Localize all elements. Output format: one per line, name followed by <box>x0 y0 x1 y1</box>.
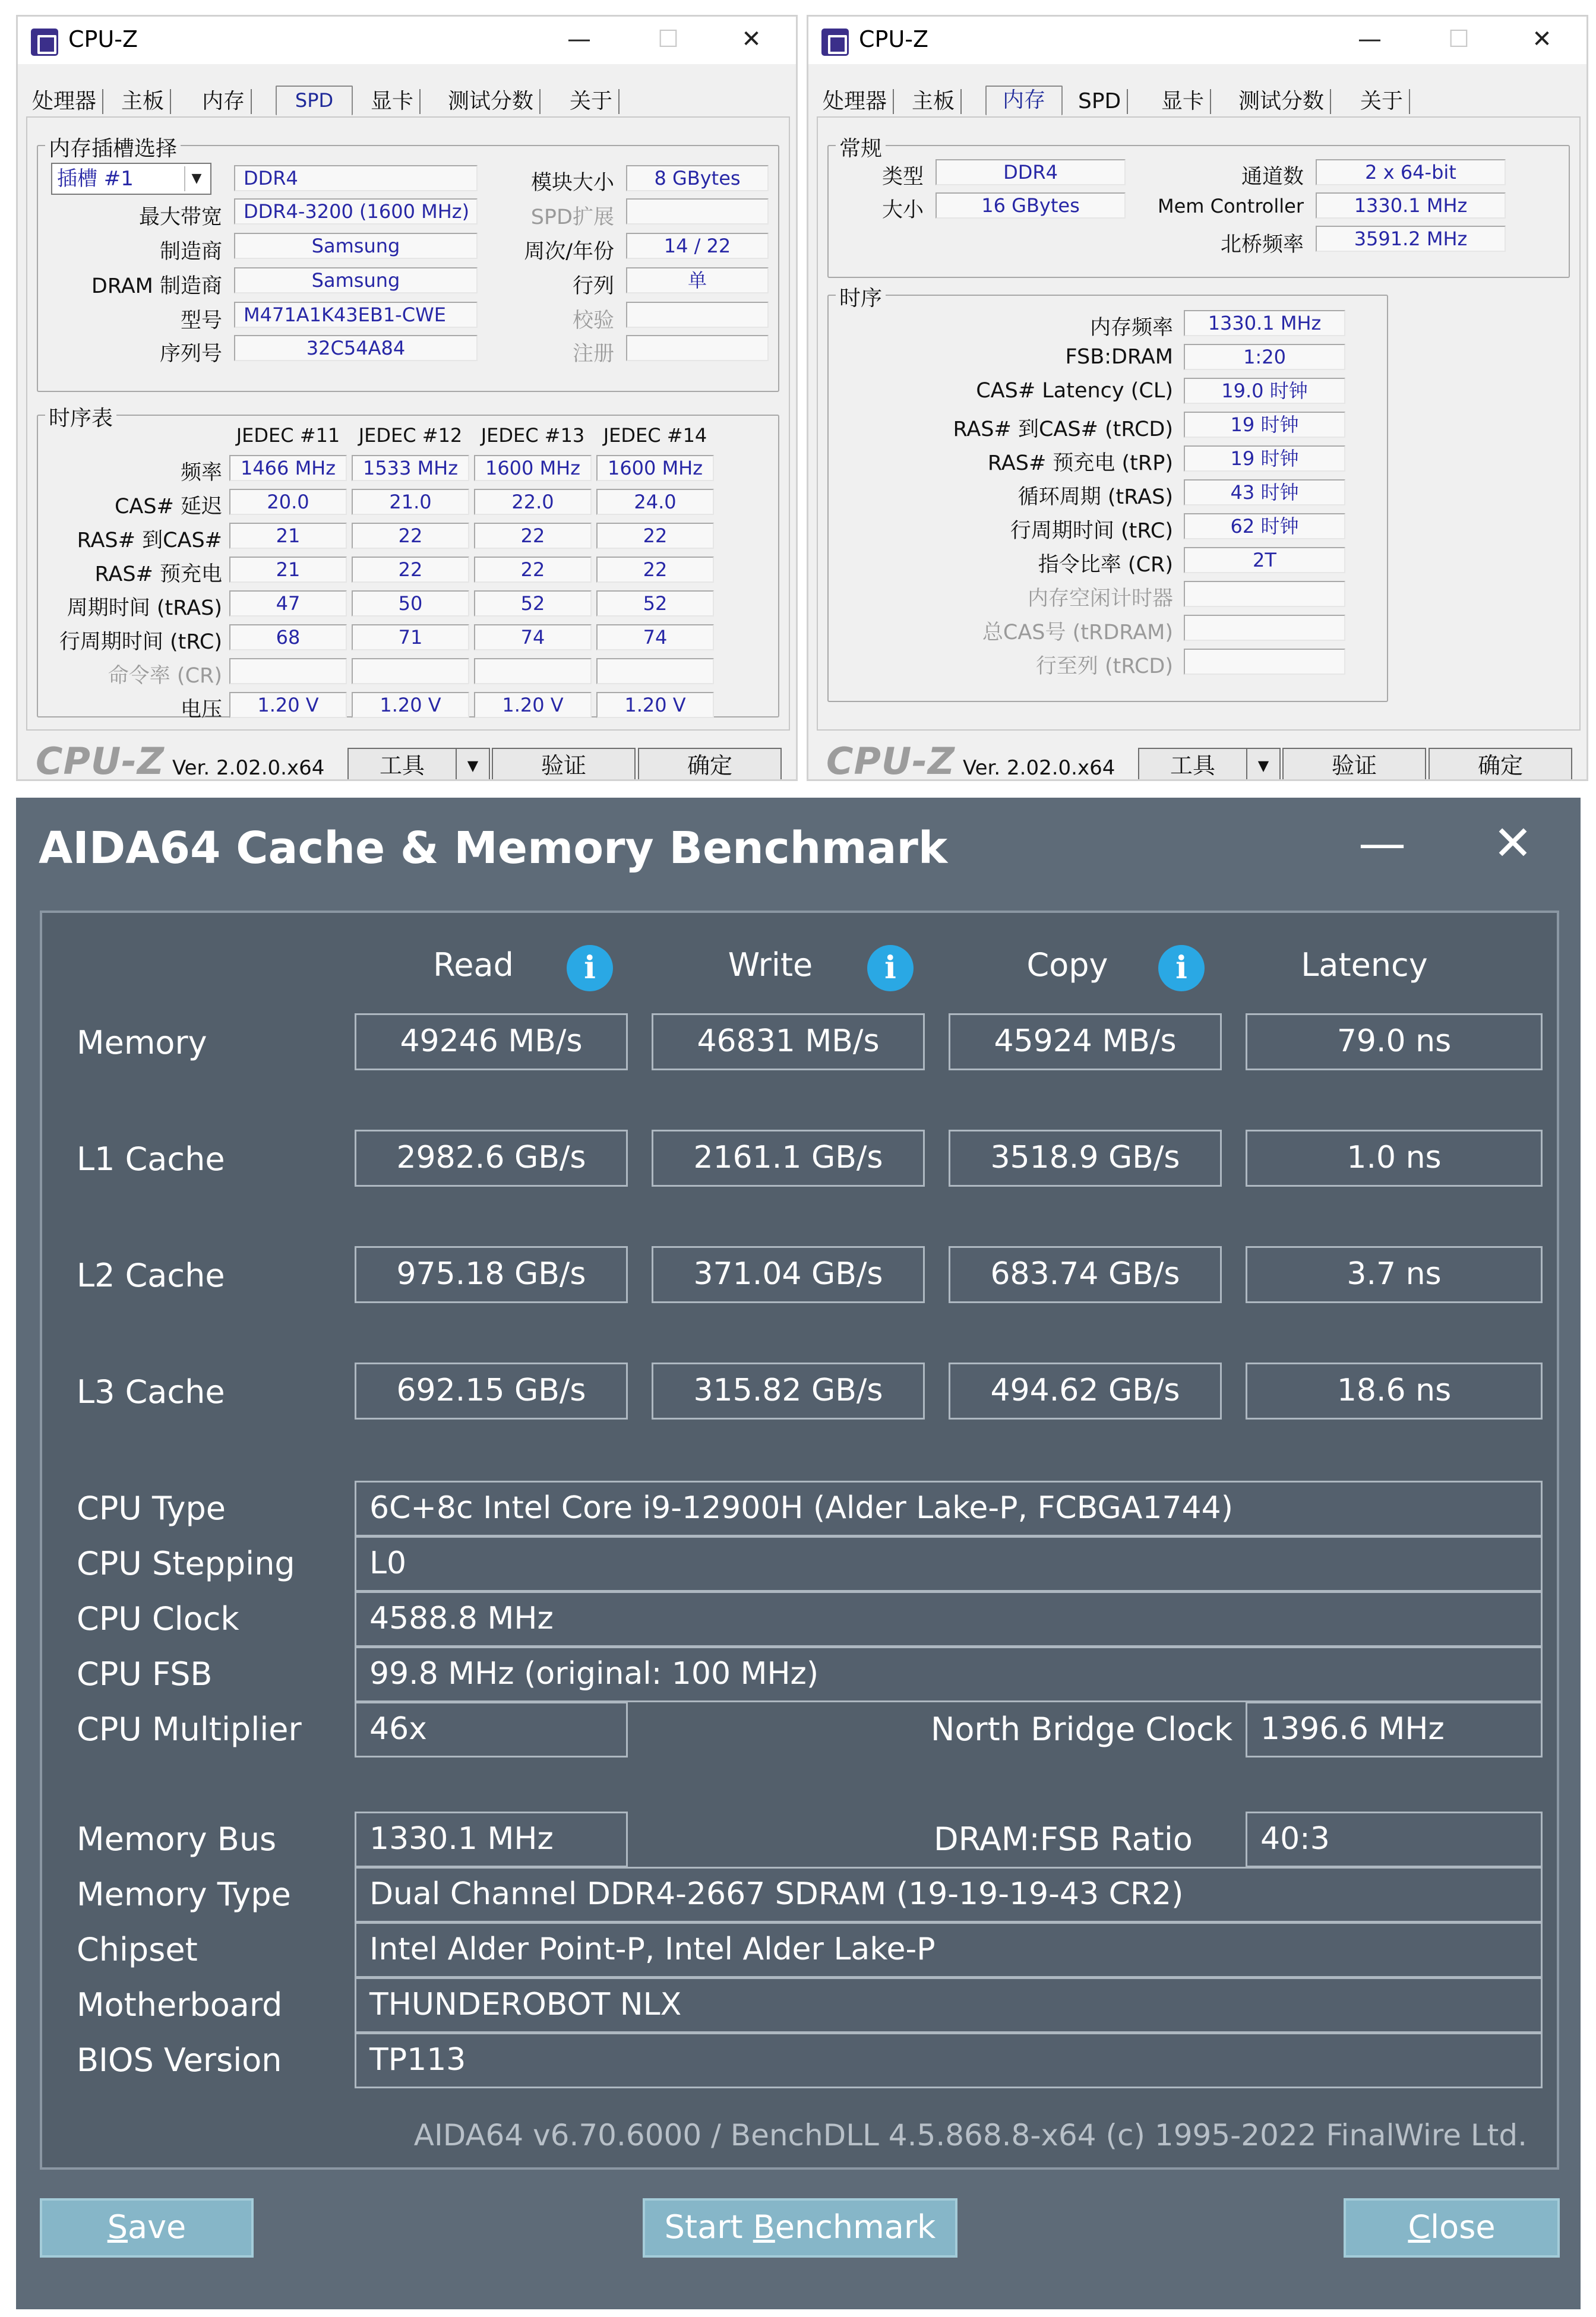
write-result: 371.04 GB/s <box>652 1246 925 1303</box>
manufacturer-value: Samsung <box>234 233 478 259</box>
tab-graphics[interactable]: 显卡 <box>365 89 421 114</box>
dram-manufacturer-value: Samsung <box>234 267 478 293</box>
chipset-label: Chipset <box>77 1931 198 1968</box>
close-icon[interactable]: ✕ <box>741 26 761 53</box>
timing-col-head: JEDEC #14 <box>603 424 707 447</box>
tab-spd[interactable]: SPD <box>1072 89 1128 114</box>
close-mnemonic: C <box>1408 2208 1431 2246</box>
size-label: 大小 <box>881 198 924 222</box>
cpuz-window-memory <box>807 15 1588 781</box>
bios-version-value: TP113 <box>355 2032 1543 2088</box>
save-mnemonic: S <box>107 2208 128 2246</box>
copy-result: 683.74 GB/s <box>949 1246 1222 1303</box>
memory-type-value: Dual Channel DDR4-2667 SDRAM (19-19-19-43 CR2) <box>355 1867 1543 1923</box>
timing-cell <box>596 658 714 684</box>
slot-group-title: 内存插槽选择 <box>45 132 181 162</box>
slot-select-value: 插槽 #1 <box>57 167 134 191</box>
tab-bench[interactable]: 测试分数 <box>1232 89 1331 114</box>
copy-result: 45924 MB/s <box>949 1013 1222 1070</box>
window-title: CPU-Z <box>68 26 138 52</box>
part-number-label: 型号 <box>180 309 222 333</box>
cpu-stepping-value: L0 <box>355 1536 1543 1592</box>
read-result: 49246 MB/s <box>355 1013 628 1070</box>
chevron-down-icon[interactable]: ▼ <box>1246 749 1279 781</box>
general-group <box>827 137 1570 278</box>
copy-result: 494.62 GB/s <box>949 1363 1222 1420</box>
dram-manufacturer-label: DRAM 制造商 <box>91 274 222 298</box>
max-bandwidth-label: 最大带宽 <box>138 206 222 229</box>
nb-clock-label: North Bridge Clock <box>931 1711 1233 1748</box>
copy-result: 3518.9 GB/s <box>949 1130 1222 1187</box>
version-label: Ver. 2.02.0.x64 <box>172 756 325 780</box>
validate-button[interactable]: 验证 <box>1282 748 1426 781</box>
memory-bus-label: Memory Bus <box>77 1820 277 1858</box>
timing-value: 43 时钟 <box>1184 479 1345 505</box>
mem-controller-label: Mem Controller <box>1157 195 1304 217</box>
tab-mainboard[interactable]: 主板 <box>906 89 962 114</box>
general-group-title: 常规 <box>836 132 886 162</box>
save-button[interactable] <box>40 2198 254 2258</box>
timing-row-label: 频率 <box>180 461 222 485</box>
benchmark-row-label: L1 Cache <box>77 1140 225 1178</box>
benchmark-row-label: L2 Cache <box>77 1257 225 1294</box>
timing-value: 62 时钟 <box>1184 513 1345 539</box>
timing-cell <box>474 658 592 684</box>
read-result: 692.15 GB/s <box>355 1363 628 1420</box>
registered-label: 注册 <box>572 342 614 366</box>
minimize-icon[interactable]: — <box>1358 815 1406 871</box>
benchmark-row-label: L3 Cache <box>77 1373 225 1411</box>
close-button[interactable] <box>1344 2198 1560 2258</box>
timing-cell: 22 <box>474 557 592 583</box>
read-result: 2982.6 GB/s <box>355 1130 628 1187</box>
slot-select[interactable] <box>51 163 211 195</box>
cpuz-app-icon <box>821 29 849 56</box>
timing-table-title: 时序表 <box>45 402 116 432</box>
timing-value <box>1184 649 1345 675</box>
latency-result: 1.0 ns <box>1246 1130 1543 1187</box>
version-label: Ver. 2.02.0.x64 <box>963 756 1115 780</box>
latency-result: 79.0 ns <box>1246 1013 1543 1070</box>
copyright-footer: AIDA64 v6.70.6000 / BenchDLL 4.5.868.8-x64 (c) 1995-2022 FinalWire Ltd. <box>413 2118 1527 2152</box>
timing-cell: 22 <box>352 557 469 583</box>
tools-label: 工具 <box>1170 753 1215 779</box>
tab-spd[interactable]: SPD <box>276 86 353 115</box>
memory-bus-value: 1330.1 MHz <box>355 1812 628 1867</box>
validate-button[interactable]: 验证 <box>492 748 636 781</box>
dram-fsb-ratio-value: 40:3 <box>1246 1812 1543 1867</box>
cpu-fsb-value: 99.8 MHz (original: 100 MHz) <box>355 1646 1543 1702</box>
timing-cell: 74 <box>596 624 714 650</box>
tab-memory[interactable]: 内存 <box>196 89 252 114</box>
channels-label: 通道数 <box>1241 165 1304 189</box>
timing-row-label: 命令率 (CR) <box>108 664 222 688</box>
tab-memory[interactable]: 内存 <box>985 86 1063 115</box>
cpuz-logo: CPU-Z <box>826 739 955 781</box>
timing-cell: 1.20 V <box>352 692 469 718</box>
read-result: 975.18 GB/s <box>355 1246 628 1303</box>
type-value: DDR4 <box>936 159 1126 185</box>
tab-mainboard[interactable]: 主板 <box>115 89 171 114</box>
ok-button[interactable]: 确定 <box>1429 748 1572 781</box>
timing-cell: 22.0 <box>474 489 592 515</box>
timing-group <box>827 286 1388 702</box>
timing-cell <box>229 658 347 684</box>
ok-button[interactable]: 确定 <box>638 748 782 781</box>
tab-graphics[interactable]: 显卡 <box>1155 89 1211 114</box>
cpu-type-label: CPU Type <box>77 1490 226 1527</box>
timing-cell: 22 <box>474 523 592 549</box>
timing-cell: 47 <box>229 590 347 617</box>
timing-cell: 24.0 <box>596 489 714 515</box>
timing-label: 行至列 (tRCD) <box>1035 655 1173 678</box>
nb-freq-label: 北桥频率 <box>1220 233 1304 257</box>
maximize-icon[interactable]: ☐ <box>658 26 679 53</box>
start-benchmark-button[interactable] <box>643 2198 957 2258</box>
latency-header: Latency <box>1301 946 1428 984</box>
timing-label: 行周期时间 (tRC) <box>1010 519 1173 543</box>
timing-label: 总CAS号 (tRDRAM) <box>982 621 1173 644</box>
info-icon[interactable]: i <box>1158 945 1205 991</box>
close-icon[interactable]: ✕ <box>1493 815 1533 871</box>
max-bandwidth-value: DDR4-3200 (1600 MHz) <box>234 198 478 225</box>
timing-row-label: RAS# 预充电 <box>94 562 222 586</box>
timing-label: 内存空闲计时器 <box>1027 587 1173 611</box>
read-header: Read <box>433 946 514 984</box>
timing-row-label: 行周期时间 (tRC) <box>59 630 222 654</box>
chipset-value: Intel Alder Point-P, Intel Alder Lake-P <box>355 1922 1543 1978</box>
minimize-icon[interactable]: — <box>1358 26 1382 53</box>
serial-label: 序列号 <box>159 342 222 366</box>
timing-value: 19 时钟 <box>1184 412 1345 438</box>
timing-cell: 20.0 <box>229 489 347 515</box>
tab-processor[interactable]: 处理器 <box>26 89 103 114</box>
memory-type-label: Memory Type <box>77 1876 291 1913</box>
ranks-label: 行列 <box>572 274 614 298</box>
week-year-label: 周次/年份 <box>524 240 614 264</box>
write-result: 2161.1 GB/s <box>652 1130 925 1187</box>
mem-controller-value: 1330.1 MHz <box>1316 192 1506 219</box>
latency-result: 3.7 ns <box>1246 1246 1543 1303</box>
timing-row-label: RAS# 到CAS# <box>77 529 222 552</box>
cpu-clock-label: CPU Clock <box>77 1600 239 1638</box>
timing-label: FSB:DRAM <box>1065 345 1173 369</box>
window-title: CPU-Z <box>859 26 929 52</box>
timing-col-head: JEDEC #11 <box>236 424 340 447</box>
timing-value: 19.0 时钟 <box>1184 378 1345 404</box>
timing-cell: 68 <box>229 624 347 650</box>
timing-label: 内存频率 <box>1089 316 1173 340</box>
write-result: 315.82 GB/s <box>652 1363 925 1420</box>
timing-value: 19 时钟 <box>1184 445 1345 472</box>
timing-cell: 52 <box>596 590 714 617</box>
memory-panel <box>817 116 1581 731</box>
start-label-rest: enchmark <box>775 2208 936 2246</box>
timing-label: 指令比率 (CR) <box>1038 553 1173 577</box>
timing-row-label: CAS# 延迟 <box>114 495 222 519</box>
write-header: Write <box>728 946 813 984</box>
timing-label: RAS# 到CAS# (tRCD) <box>953 418 1173 441</box>
timing-row-label: 电压 <box>180 698 222 722</box>
cpu-fsb-label: CPU FSB <box>77 1655 213 1693</box>
timing-value: 2T <box>1184 547 1345 573</box>
type-label: 类型 <box>881 165 924 189</box>
part-number-value: M471A1K43EB1-CWE <box>234 302 478 328</box>
verify-label: 校验 <box>572 309 614 333</box>
size-value: 16 GBytes <box>936 192 1126 219</box>
title-bar <box>18 17 796 64</box>
cpuz-window-spd <box>16 15 798 781</box>
week-year-value: 14 / 22 <box>626 233 769 259</box>
slot-group <box>37 137 779 392</box>
timing-cell: 1.20 V <box>474 692 592 718</box>
timing-cell: 21 <box>229 523 347 549</box>
cpu-multiplier-label: CPU Multiplier <box>77 1711 302 1748</box>
tab-bar <box>26 77 786 119</box>
timing-label: RAS# 预充电 (tRP) <box>987 451 1173 475</box>
timing-cell: 1.20 V <box>229 692 347 718</box>
serial-value: 32C54A84 <box>234 335 478 361</box>
cpuz-logo: CPU-Z <box>36 739 165 781</box>
spd-panel <box>26 116 790 731</box>
bottom-bar <box>18 731 796 781</box>
motherboard-label: Motherboard <box>77 1986 283 2024</box>
timing-value <box>1184 615 1345 641</box>
timing-cell: 1600 MHz <box>474 455 592 481</box>
timing-row-label: 周期时间 (tRAS) <box>67 596 222 620</box>
bottom-bar <box>808 731 1586 781</box>
latency-result: 18.6 ns <box>1246 1363 1543 1420</box>
timing-col-head: JEDEC #12 <box>358 424 463 447</box>
module-size-label: 模块大小 <box>530 171 614 195</box>
minimize-icon[interactable]: — <box>567 26 591 53</box>
tab-bench[interactable]: 测试分数 <box>442 89 541 114</box>
timing-cell: 1600 MHz <box>596 455 714 481</box>
timing-table-group <box>37 406 779 722</box>
copy-header: Copy <box>1026 946 1108 984</box>
nb-freq-value: 3591.2 MHz <box>1316 226 1506 252</box>
timing-cell: 22 <box>596 557 714 583</box>
timing-cell: 71 <box>352 624 469 650</box>
tools-label: 工具 <box>379 753 425 779</box>
chevron-down-icon[interactable]: ▼ <box>456 749 489 781</box>
chevron-down-icon[interactable]: ▼ <box>184 166 208 191</box>
timing-label: 循环周期 (tRAS) <box>1017 485 1173 509</box>
motherboard-value: THUNDEROBOT NLX <box>355 1977 1543 2033</box>
cpu-type-value: 6C+8c Intel Core i9-12900H (Alder Lake-P, FCBGA1744) <box>355 1481 1543 1537</box>
save-label-rest: ave <box>128 2208 187 2246</box>
bios-version-label: BIOS Version <box>77 2041 282 2079</box>
timing-value: 1:20 <box>1184 344 1345 370</box>
info-icon[interactable]: i <box>867 945 914 991</box>
spd-ext-value <box>626 198 769 225</box>
timing-cell: 22 <box>596 523 714 549</box>
cpuz-app-icon <box>31 29 58 56</box>
nb-clock-value: 1396.6 MHz <box>1246 1702 1543 1757</box>
timing-label: CAS# Latency (CL) <box>976 379 1173 403</box>
timing-cell: 22 <box>352 523 469 549</box>
title-bar <box>808 17 1586 64</box>
tab-processor[interactable]: 处理器 <box>817 89 894 114</box>
timing-col-head: JEDEC #13 <box>481 424 585 447</box>
tab-about[interactable]: 关于 <box>564 89 620 114</box>
dram-fsb-ratio-label: DRAM:FSB Ratio <box>934 1820 1193 1858</box>
cpu-clock-value: 4588.8 MHz <box>355 1591 1543 1647</box>
registered-value <box>626 335 769 361</box>
close-icon[interactable]: ✕ <box>1532 26 1552 53</box>
timing-group-title: 时序 <box>836 282 886 312</box>
tools-button[interactable] <box>1138 748 1281 781</box>
info-icon[interactable]: i <box>567 945 613 991</box>
tools-button[interactable] <box>347 748 490 781</box>
tab-bar <box>817 77 1577 119</box>
timing-cell: 52 <box>474 590 592 617</box>
cpu-stepping-label: CPU Stepping <box>77 1545 295 1582</box>
tab-about[interactable]: 关于 <box>1354 89 1410 114</box>
timing-cell: 1.20 V <box>596 692 714 718</box>
timing-cell: 21.0 <box>352 489 469 515</box>
benchmark-row-label: Memory <box>77 1024 207 1061</box>
timing-cell: 74 <box>474 624 592 650</box>
window-title: AIDA64 Cache & Memory Benchmark <box>39 823 948 874</box>
manufacturer-label: 制造商 <box>159 240 222 264</box>
verify-value <box>626 302 769 328</box>
aida64-window <box>16 798 1581 2309</box>
memory-type-value: DDR4 <box>234 165 478 191</box>
maximize-icon[interactable]: ☐ <box>1448 26 1469 53</box>
timing-cell: 50 <box>352 590 469 617</box>
timing-cell <box>352 658 469 684</box>
write-result: 46831 MB/s <box>652 1013 925 1070</box>
timing-value <box>1184 581 1345 607</box>
channels-value: 2 x 64-bit <box>1316 159 1506 185</box>
timing-cell: 1466 MHz <box>229 455 347 481</box>
timing-cell: 21 <box>229 557 347 583</box>
timing-value: 1330.1 MHz <box>1184 310 1345 336</box>
start-label-pre: Start <box>664 2208 753 2246</box>
spd-ext-label: SPD扩展 <box>530 206 614 229</box>
ranks-value: 单 <box>626 267 769 293</box>
start-mnemonic: B <box>753 2208 775 2246</box>
module-size-value: 8 GBytes <box>626 165 769 191</box>
cpu-multiplier-value: 46x <box>355 1702 628 1757</box>
timing-cell: 1533 MHz <box>352 455 469 481</box>
close-label-rest: lose <box>1430 2208 1496 2246</box>
